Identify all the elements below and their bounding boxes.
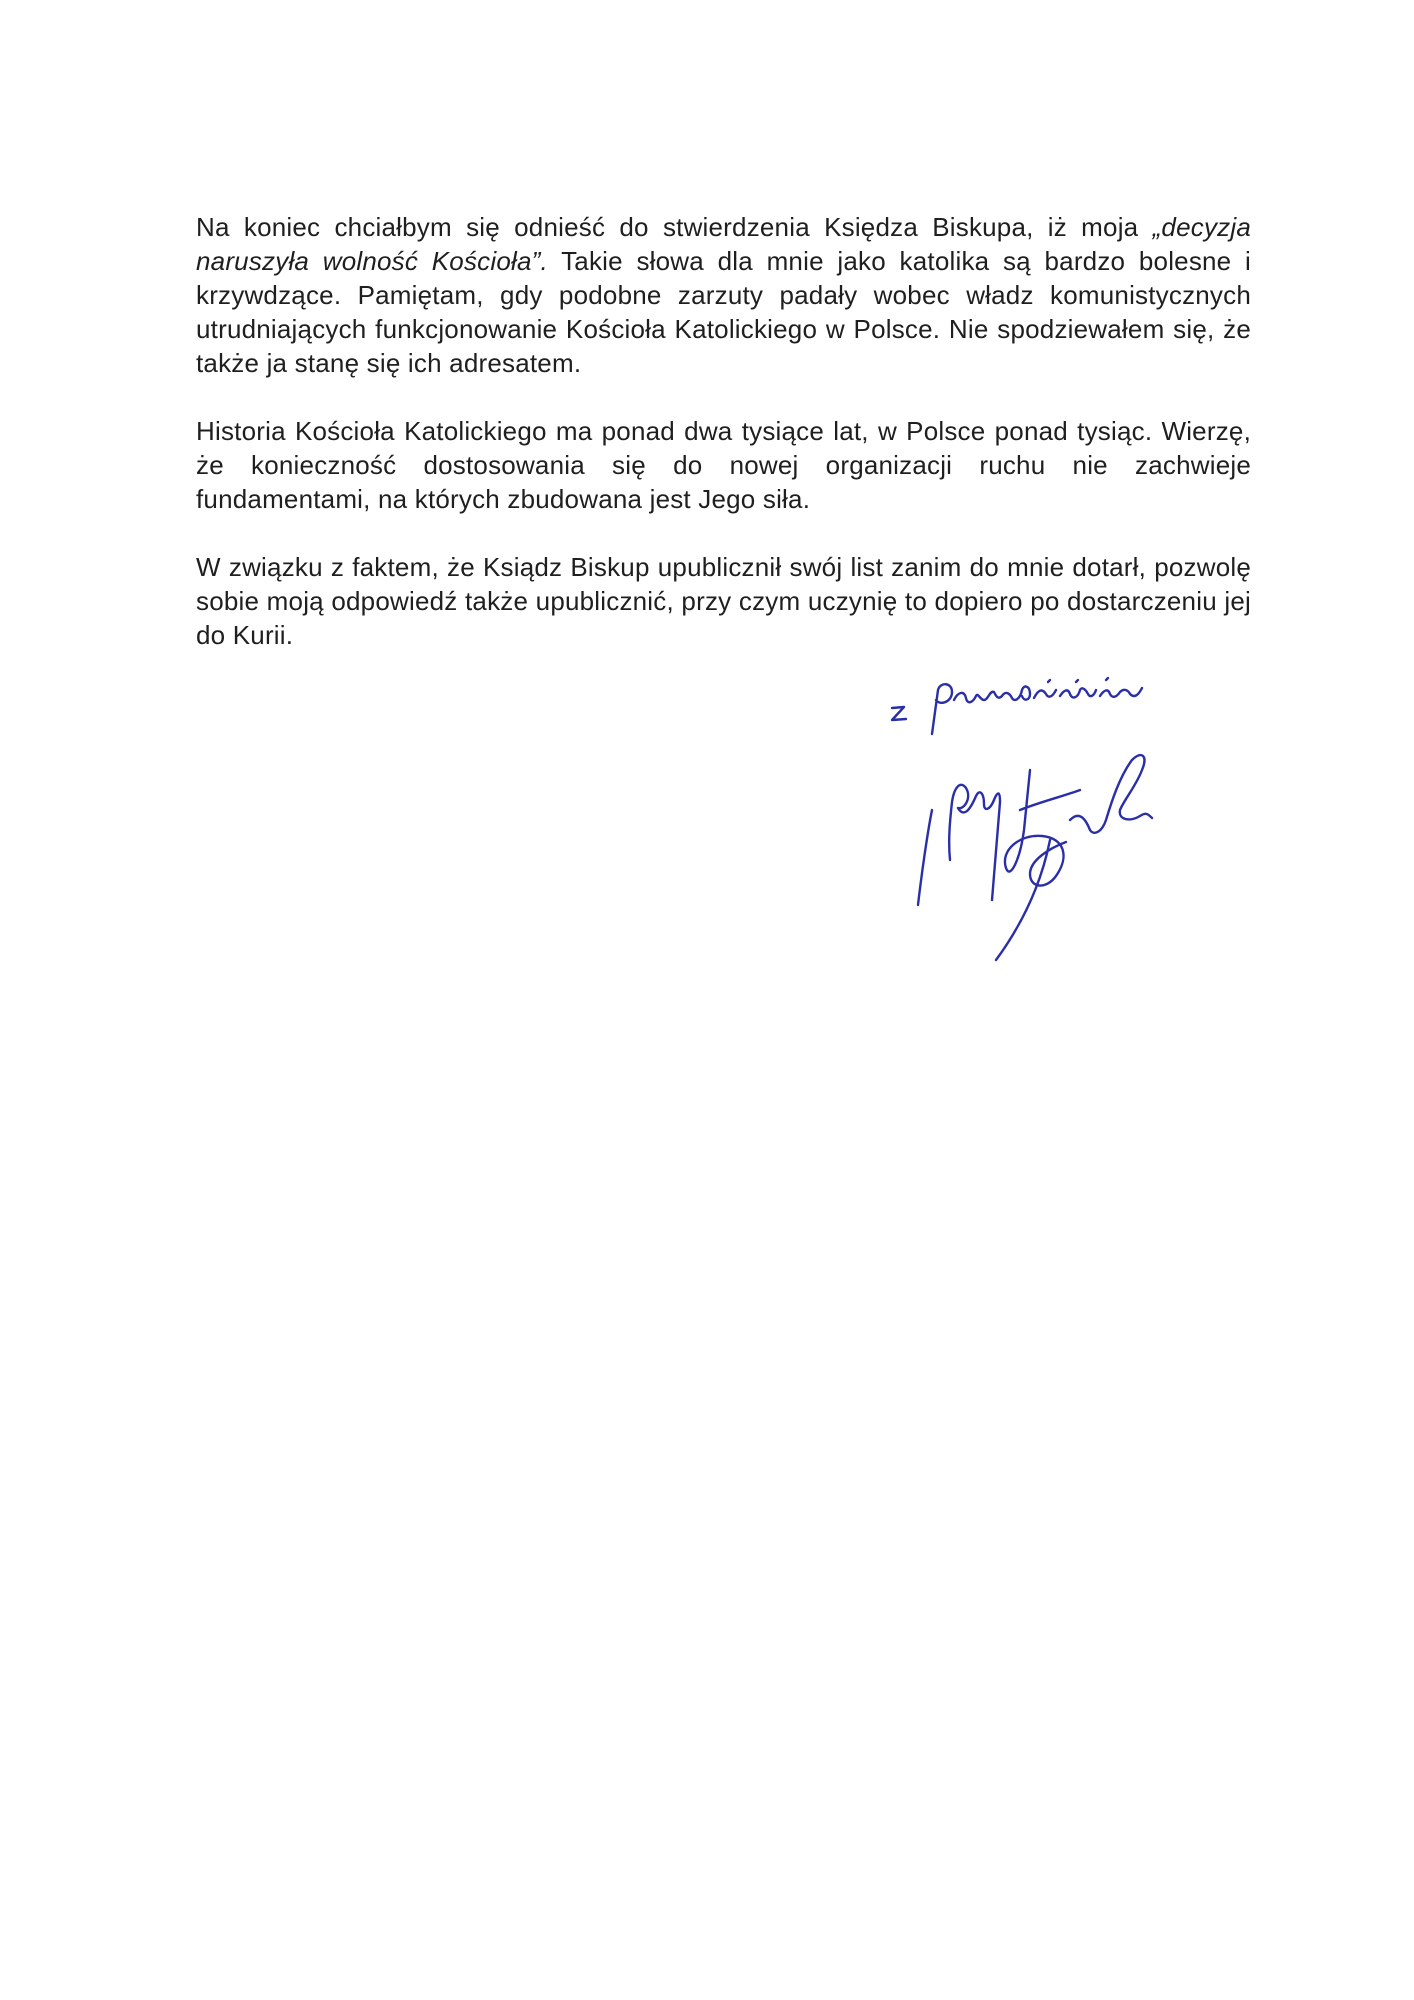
signature-underline-left-stroke <box>918 810 932 905</box>
signature-first-name-stroke <box>949 785 1000 900</box>
handwritten-signature-block <box>880 660 1260 990</box>
closing-dots-stroke <box>1048 678 1108 682</box>
signature-surname-stroke <box>996 770 1080 960</box>
paragraph-publication-notice: W związku z faktem, że Ksiądz Biskup upublicznił swój list zanim do mnie dotarł, pozwolę sobie moją odpowiedź także upublicznić, przy czym uczynię to dopiero po dostarczeniu jej do Kurii. <box>196 552 1251 650</box>
paragraph-church-history: Historia Kościoła Katolickiego ma ponad dwa tysiące lat, w Polsce ponad tysiąc. Wierzę, że konieczność dostosowania się do nowej organizacji ruchu nie zachwieje fundamentami, na których zbudowana jest Jego siła. <box>196 416 1251 514</box>
handwritten-signature-image <box>880 660 1260 990</box>
closing-phrase-stroke <box>932 684 1142 734</box>
paragraph-freedom-of-church <box>196 210 1251 380</box>
signature-surname-end-stroke <box>1070 755 1152 833</box>
paragraph-1-text-start: Na koniec chciałbym się odnieść do stwierdzenia Księdza Biskupa, iż moja <box>196 212 1153 242</box>
closing-z-stroke <box>892 707 906 720</box>
quoted-phrase: „decyzja naruszyła wolność Kościoła”. <box>196 212 1251 276</box>
letter-body <box>196 210 1251 686</box>
paragraph-1-text-end: Takie słowa dla mnie jako katolika są bardzo bolesne i krzywdzące. Pamiętam, gdy podobne zarzuty padały wobec władz komunistycznych utrudniających funkcjonowanie Kościoła Katolickiego w Polsce. Nie spodziewałem się, że także ja stanę się ich adresatem. <box>196 246 1251 378</box>
